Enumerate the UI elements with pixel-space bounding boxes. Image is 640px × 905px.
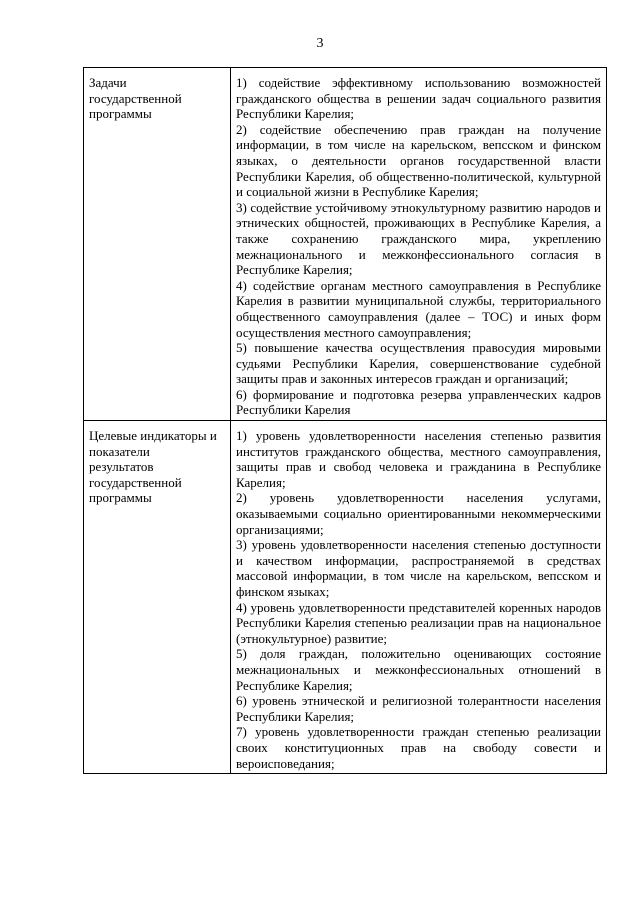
- list-item: 5) повышение качества осуществления правосудия мировыми судьями Республики Карелия, совершенствование судебной защиты прав и законных интересов граждан и организаций;: [236, 340, 601, 387]
- list-item: 3) уровень удовлетворенности населения степенью доступности и качеством информации, распространяемой в средствах массовой информации, в том числе на карельском, вепсском и финском языках;: [236, 537, 601, 599]
- row-label-indicators: Целевые индикаторы и показатели результатов государственной программы: [89, 428, 217, 506]
- list-item: 1) содействие эффективному использованию возможностей гражданского общества в решении задач социального развития Республики Карелия;: [236, 75, 601, 122]
- row-label-cell: [84, 68, 231, 421]
- row-content-cell: [231, 68, 607, 421]
- program-passport-table: [83, 67, 607, 774]
- list-item: 1) уровень удовлетворенности населения степенью развития институтов гражданского общества, местного самоуправления, защиты прав и свобод человека и гражданина в Республике Карелия;: [236, 428, 601, 490]
- row-label-tasks: Задачи государственной программы: [89, 75, 182, 122]
- list-item: 3) содействие устойчивому этнокультурному развитию народов и этнических общностей, проживающих в Республике Карелия, а также сохранению гражданского мира, укреплению межнационального и межконфессионального согласия в Республике Карелия;: [236, 199, 601, 278]
- list-item: 4) уровень удовлетворенности представителей коренных народов Республики Карелия степенью реализации прав на национальное (этнокультурное) развитие;: [236, 599, 601, 646]
- row-label-cell: [84, 421, 231, 774]
- list-item: 6) уровень этнической и религиозной толерантности населения Республики Карелия;: [236, 693, 601, 724]
- page-number: 3: [316, 36, 324, 51]
- list-item: 2) содействие обеспечению прав граждан на получение информации, в том числе на карельском, вепсском и финском языках, о деятельности органов государственной власти Республики Карелия, об общественно-политической, культурной и социальной жизни в Республике Карелия;: [236, 121, 601, 200]
- table-row-tasks: [84, 68, 607, 421]
- list-item: 5) доля граждан, положительно оценивающих состояние межнациональных и межконфессиональных отношений в Республике Карелия;: [236, 646, 601, 693]
- table-row-indicators: [84, 421, 607, 774]
- list-item: 7) уровень удовлетворенности граждан степенью реализации своих конституционных прав на свободу совести и вероисповедания;: [236, 724, 601, 771]
- list-item: 6) формирование и подготовка резерва управленческих кадров Республики Карелия: [236, 386, 601, 418]
- row-content-cell: [231, 421, 607, 774]
- list-item: 2) уровень удовлетворенности населения услугами, оказываемыми социально ориентированными некоммерческими организациями;: [236, 490, 601, 537]
- list-item: 4) содействие органам местного самоуправления в Республике Карелия в развитии муниципальной службы, территориального общественного самоуправления (далее – ТОС) и иных форм осуществления местного самоуправления;: [236, 277, 601, 340]
